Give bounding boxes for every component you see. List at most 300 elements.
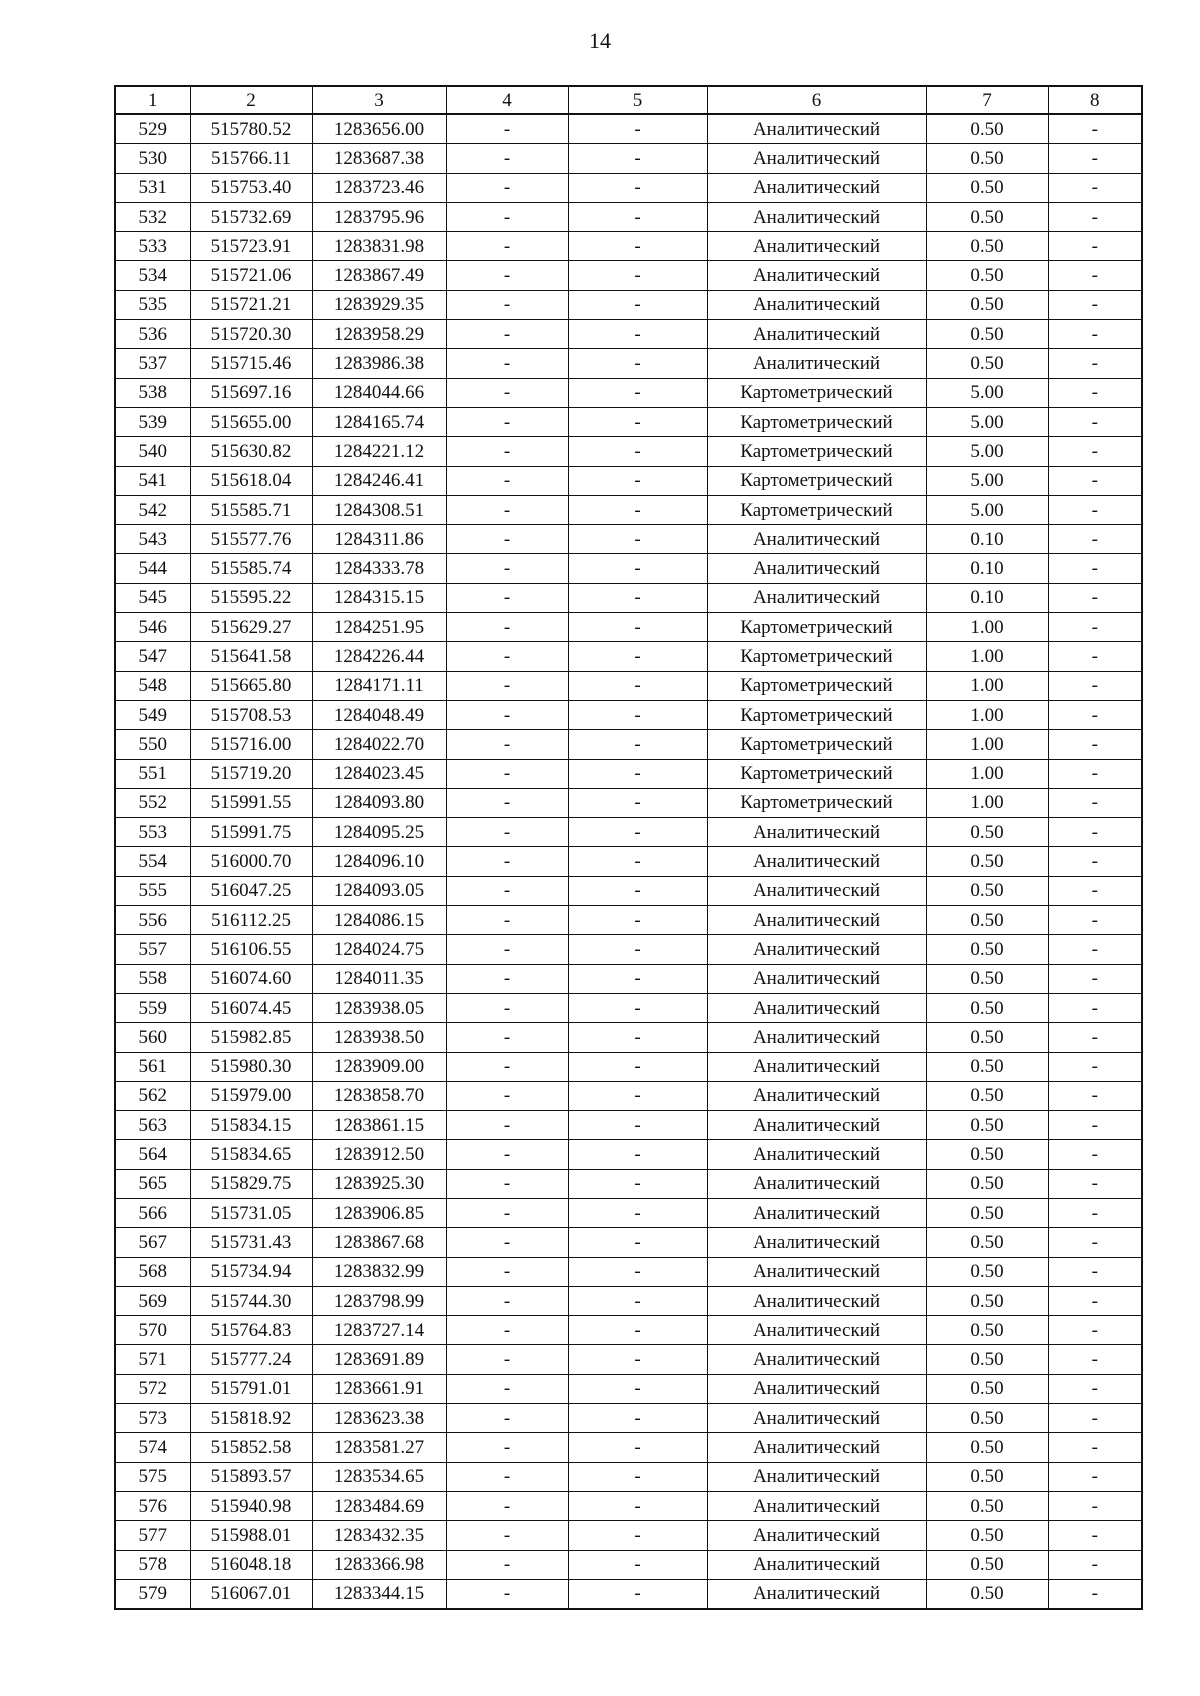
table-row — [115, 1198, 1142, 1227]
col-8-cell: - — [1048, 818, 1142, 847]
table-row — [115, 1550, 1142, 1579]
col-4-cell: - — [446, 1169, 568, 1198]
col-8-cell: - — [1048, 349, 1142, 378]
point-number-cell: 531 — [115, 173, 190, 202]
col-4-cell: - — [446, 1228, 568, 1257]
col-5-cell: - — [568, 1579, 707, 1609]
accuracy-cell: 0.50 — [926, 1052, 1048, 1081]
col-8-cell: - — [1048, 466, 1142, 495]
x-coordinate-cell: 515708.53 — [190, 700, 312, 729]
col-5-cell: - — [568, 1111, 707, 1140]
table-row — [115, 1579, 1142, 1609]
col-5-cell: - — [568, 1023, 707, 1052]
method-cell: Аналитический — [707, 993, 926, 1022]
y-coordinate-cell: 1284315.15 — [312, 583, 446, 612]
y-coordinate-cell: 1284095.25 — [312, 818, 446, 847]
col-5-cell: - — [568, 290, 707, 319]
point-number-cell: 563 — [115, 1111, 190, 1140]
point-number-cell: 536 — [115, 320, 190, 349]
table-row — [115, 671, 1142, 700]
col-8-cell: - — [1048, 759, 1142, 788]
col-4-cell: - — [446, 1491, 568, 1520]
y-coordinate-cell: 1284096.10 — [312, 847, 446, 876]
col-4-cell: - — [446, 788, 568, 817]
y-coordinate-cell: 1283366.98 — [312, 1550, 446, 1579]
point-number-cell: 569 — [115, 1286, 190, 1315]
table-row — [115, 847, 1142, 876]
point-number-cell: 548 — [115, 671, 190, 700]
point-number-cell: 552 — [115, 788, 190, 817]
x-coordinate-cell: 515991.75 — [190, 818, 312, 847]
col-4-cell: - — [446, 1579, 568, 1609]
col-8-cell: - — [1048, 1286, 1142, 1315]
x-coordinate-cell: 515716.00 — [190, 730, 312, 759]
point-number-cell: 553 — [115, 818, 190, 847]
col-5-cell: - — [568, 1052, 707, 1081]
point-number-cell: 571 — [115, 1345, 190, 1374]
col-4-cell: - — [446, 1316, 568, 1345]
col-8-cell: - — [1048, 290, 1142, 319]
y-coordinate-cell: 1284086.15 — [312, 906, 446, 935]
col-4-cell: - — [446, 906, 568, 935]
method-cell: Аналитический — [707, 964, 926, 993]
y-coordinate-cell: 1283344.15 — [312, 1579, 446, 1609]
y-coordinate-cell: 1283938.50 — [312, 1023, 446, 1052]
table-row — [115, 759, 1142, 788]
method-cell: Аналитический — [707, 320, 926, 349]
table-row — [115, 1491, 1142, 1520]
col-8-cell: - — [1048, 1374, 1142, 1403]
coordinates-table — [114, 85, 1143, 1610]
y-coordinate-cell: 1283432.35 — [312, 1521, 446, 1550]
col-5-cell: - — [568, 1081, 707, 1110]
method-cell: Аналитический — [707, 144, 926, 173]
col-4-cell: - — [446, 1550, 568, 1579]
col-8-cell: - — [1048, 906, 1142, 935]
method-cell: Картометрический — [707, 788, 926, 817]
col-4-cell: - — [446, 1521, 568, 1550]
accuracy-cell: 0.50 — [926, 1345, 1048, 1374]
method-cell: Аналитический — [707, 1023, 926, 1052]
col-5-cell: - — [568, 1286, 707, 1315]
x-coordinate-cell: 516106.55 — [190, 935, 312, 964]
x-coordinate-cell: 515697.16 — [190, 378, 312, 407]
point-number-cell: 572 — [115, 1374, 190, 1403]
col-5-cell: - — [568, 1404, 707, 1433]
x-coordinate-cell: 515723.91 — [190, 232, 312, 261]
col-8-cell: - — [1048, 495, 1142, 524]
x-coordinate-cell: 515791.01 — [190, 1374, 312, 1403]
col-8-cell: - — [1048, 1052, 1142, 1081]
col-5-cell: - — [568, 1433, 707, 1462]
x-coordinate-cell: 515577.76 — [190, 525, 312, 554]
col-5-cell: - — [568, 1140, 707, 1169]
y-coordinate-cell: 1284023.45 — [312, 759, 446, 788]
col-5-cell: - — [568, 1169, 707, 1198]
col-5-cell: - — [568, 554, 707, 583]
column-header-4: 4 — [446, 86, 568, 114]
method-cell: Аналитический — [707, 906, 926, 935]
accuracy-cell: 0.50 — [926, 1140, 1048, 1169]
method-cell: Картометрический — [707, 407, 926, 436]
x-coordinate-cell: 516000.70 — [190, 847, 312, 876]
accuracy-cell: 0.10 — [926, 525, 1048, 554]
col-5-cell: - — [568, 1374, 707, 1403]
point-number-cell: 557 — [115, 935, 190, 964]
table-row — [115, 700, 1142, 729]
accuracy-cell: 0.10 — [926, 554, 1048, 583]
col-5-cell: - — [568, 1257, 707, 1286]
accuracy-cell: 0.50 — [926, 261, 1048, 290]
col-5-cell: - — [568, 202, 707, 231]
x-coordinate-cell: 515979.00 — [190, 1081, 312, 1110]
x-coordinate-cell: 515595.22 — [190, 583, 312, 612]
col-4-cell: - — [446, 173, 568, 202]
y-coordinate-cell: 1284251.95 — [312, 613, 446, 642]
accuracy-cell: 0.50 — [926, 876, 1048, 905]
column-header-6: 6 — [707, 86, 926, 114]
table-row — [115, 1257, 1142, 1286]
point-number-cell: 573 — [115, 1404, 190, 1433]
col-5-cell: - — [568, 818, 707, 847]
col-8-cell: - — [1048, 847, 1142, 876]
method-cell: Аналитический — [707, 173, 926, 202]
y-coordinate-cell: 1284308.51 — [312, 495, 446, 524]
method-cell: Аналитический — [707, 290, 926, 319]
method-cell: Аналитический — [707, 1521, 926, 1550]
point-number-cell: 530 — [115, 144, 190, 173]
x-coordinate-cell: 515764.83 — [190, 1316, 312, 1345]
point-number-cell: 577 — [115, 1521, 190, 1550]
accuracy-cell: 0.50 — [926, 1111, 1048, 1140]
col-4-cell: - — [446, 114, 568, 144]
accuracy-cell: 5.00 — [926, 378, 1048, 407]
col-8-cell: - — [1048, 1491, 1142, 1520]
col-8-cell: - — [1048, 788, 1142, 817]
accuracy-cell: 5.00 — [926, 466, 1048, 495]
point-number-cell: 532 — [115, 202, 190, 231]
point-number-cell: 547 — [115, 642, 190, 671]
col-4-cell: - — [446, 290, 568, 319]
y-coordinate-cell: 1283795.96 — [312, 202, 446, 231]
col-4-cell: - — [446, 1286, 568, 1315]
y-coordinate-cell: 1283656.00 — [312, 114, 446, 144]
column-header-8: 8 — [1048, 86, 1142, 114]
col-4-cell: - — [446, 320, 568, 349]
accuracy-cell: 0.50 — [926, 1316, 1048, 1345]
method-cell: Аналитический — [707, 1374, 926, 1403]
col-8-cell: - — [1048, 173, 1142, 202]
method-cell: Аналитический — [707, 1169, 926, 1198]
col-8-cell: - — [1048, 320, 1142, 349]
accuracy-cell: 0.50 — [926, 1198, 1048, 1227]
column-header-5: 5 — [568, 86, 707, 114]
col-5-cell: - — [568, 730, 707, 759]
col-4-cell: - — [446, 1081, 568, 1110]
col-8-cell: - — [1048, 378, 1142, 407]
y-coordinate-cell: 1283867.68 — [312, 1228, 446, 1257]
point-number-cell: 551 — [115, 759, 190, 788]
method-cell: Аналитический — [707, 1491, 926, 1520]
method-cell: Аналитический — [707, 1579, 926, 1609]
x-coordinate-cell: 515753.40 — [190, 173, 312, 202]
y-coordinate-cell: 1284048.49 — [312, 700, 446, 729]
point-number-cell: 570 — [115, 1316, 190, 1345]
method-cell: Аналитический — [707, 1404, 926, 1433]
col-8-cell: - — [1048, 407, 1142, 436]
col-4-cell: - — [446, 437, 568, 466]
x-coordinate-cell: 515655.00 — [190, 407, 312, 436]
method-cell: Аналитический — [707, 232, 926, 261]
point-number-cell: 559 — [115, 993, 190, 1022]
table-row — [115, 1140, 1142, 1169]
point-number-cell: 544 — [115, 554, 190, 583]
x-coordinate-cell: 515893.57 — [190, 1462, 312, 1491]
col-8-cell: - — [1048, 1198, 1142, 1227]
x-coordinate-cell: 515766.11 — [190, 144, 312, 173]
accuracy-cell: 0.50 — [926, 1257, 1048, 1286]
y-coordinate-cell: 1284171.11 — [312, 671, 446, 700]
method-cell: Картометрический — [707, 378, 926, 407]
table-row — [115, 290, 1142, 319]
y-coordinate-cell: 1283925.30 — [312, 1169, 446, 1198]
column-header-2: 2 — [190, 86, 312, 114]
method-cell: Аналитический — [707, 1462, 926, 1491]
method-cell: Аналитический — [707, 1140, 926, 1169]
accuracy-cell: 0.50 — [926, 1491, 1048, 1520]
method-cell: Аналитический — [707, 818, 926, 847]
accuracy-cell: 0.50 — [926, 935, 1048, 964]
point-number-cell: 554 — [115, 847, 190, 876]
table-row — [115, 1023, 1142, 1052]
y-coordinate-cell: 1283534.65 — [312, 1462, 446, 1491]
table-row — [115, 1521, 1142, 1550]
y-coordinate-cell: 1283831.98 — [312, 232, 446, 261]
point-number-cell: 561 — [115, 1052, 190, 1081]
point-number-cell: 556 — [115, 906, 190, 935]
col-8-cell: - — [1048, 437, 1142, 466]
method-cell: Аналитический — [707, 1550, 926, 1579]
x-coordinate-cell: 515988.01 — [190, 1521, 312, 1550]
method-cell: Картометрический — [707, 495, 926, 524]
point-number-cell: 539 — [115, 407, 190, 436]
table-row — [115, 1374, 1142, 1403]
col-4-cell: - — [446, 1257, 568, 1286]
x-coordinate-cell: 516074.60 — [190, 964, 312, 993]
method-cell: Аналитический — [707, 1316, 926, 1345]
col-4-cell: - — [446, 1374, 568, 1403]
col-8-cell: - — [1048, 964, 1142, 993]
col-5-cell: - — [568, 320, 707, 349]
y-coordinate-cell: 1284165.74 — [312, 407, 446, 436]
point-number-cell: 540 — [115, 437, 190, 466]
col-8-cell: - — [1048, 202, 1142, 231]
col-8-cell: - — [1048, 554, 1142, 583]
accuracy-cell: 0.50 — [926, 1462, 1048, 1491]
column-header-7: 7 — [926, 86, 1048, 114]
point-number-cell: 564 — [115, 1140, 190, 1169]
table-row — [115, 232, 1142, 261]
y-coordinate-cell: 1284093.05 — [312, 876, 446, 905]
y-coordinate-cell: 1283906.85 — [312, 1198, 446, 1227]
col-4-cell: - — [446, 818, 568, 847]
y-coordinate-cell: 1283798.99 — [312, 1286, 446, 1315]
method-cell: Аналитический — [707, 1345, 926, 1374]
accuracy-cell: 0.50 — [926, 906, 1048, 935]
col-8-cell: - — [1048, 613, 1142, 642]
y-coordinate-cell: 1284024.75 — [312, 935, 446, 964]
col-5-cell: - — [568, 173, 707, 202]
y-coordinate-cell: 1284246.41 — [312, 466, 446, 495]
accuracy-cell: 0.50 — [926, 993, 1048, 1022]
y-coordinate-cell: 1283909.00 — [312, 1052, 446, 1081]
accuracy-cell: 0.50 — [926, 1521, 1048, 1550]
method-cell: Картометрический — [707, 759, 926, 788]
col-8-cell: - — [1048, 1462, 1142, 1491]
y-coordinate-cell: 1284221.12 — [312, 437, 446, 466]
x-coordinate-cell: 515852.58 — [190, 1433, 312, 1462]
table-row — [115, 1081, 1142, 1110]
col-8-cell: - — [1048, 1228, 1142, 1257]
table-row — [115, 1111, 1142, 1140]
table-row — [115, 642, 1142, 671]
accuracy-cell: 0.50 — [926, 1374, 1048, 1403]
col-5-cell: - — [568, 788, 707, 817]
table-body — [115, 114, 1142, 1609]
y-coordinate-cell: 1283623.38 — [312, 1404, 446, 1433]
col-5-cell: - — [568, 349, 707, 378]
accuracy-cell: 0.50 — [926, 173, 1048, 202]
accuracy-cell: 0.50 — [926, 1433, 1048, 1462]
accuracy-cell: 1.00 — [926, 700, 1048, 729]
x-coordinate-cell: 515715.46 — [190, 349, 312, 378]
col-8-cell: - — [1048, 261, 1142, 290]
method-cell: Картометрический — [707, 466, 926, 495]
col-4-cell: - — [446, 202, 568, 231]
method-cell: Картометрический — [707, 642, 926, 671]
col-5-cell: - — [568, 642, 707, 671]
method-cell: Аналитический — [707, 202, 926, 231]
table-row — [115, 525, 1142, 554]
x-coordinate-cell: 515780.52 — [190, 114, 312, 144]
x-coordinate-cell: 516067.01 — [190, 1579, 312, 1609]
col-5-cell: - — [568, 876, 707, 905]
point-number-cell: 578 — [115, 1550, 190, 1579]
col-5-cell: - — [568, 1491, 707, 1520]
table-row — [115, 1433, 1142, 1462]
x-coordinate-cell: 516048.18 — [190, 1550, 312, 1579]
point-number-cell: 549 — [115, 700, 190, 729]
point-number-cell: 566 — [115, 1198, 190, 1227]
point-number-cell: 576 — [115, 1491, 190, 1520]
col-5-cell: - — [568, 993, 707, 1022]
col-8-cell: - — [1048, 1023, 1142, 1052]
x-coordinate-cell: 515630.82 — [190, 437, 312, 466]
method-cell: Аналитический — [707, 1286, 926, 1315]
method-cell: Аналитический — [707, 349, 926, 378]
table-row — [115, 818, 1142, 847]
table-row — [115, 1228, 1142, 1257]
col-8-cell: - — [1048, 1550, 1142, 1579]
col-8-cell: - — [1048, 1257, 1142, 1286]
y-coordinate-cell: 1283986.38 — [312, 349, 446, 378]
y-coordinate-cell: 1284226.44 — [312, 642, 446, 671]
x-coordinate-cell: 515982.85 — [190, 1023, 312, 1052]
x-coordinate-cell: 515665.80 — [190, 671, 312, 700]
col-4-cell: - — [446, 378, 568, 407]
accuracy-cell: 1.00 — [926, 788, 1048, 817]
accuracy-cell: 1.00 — [926, 613, 1048, 642]
accuracy-cell: 1.00 — [926, 759, 1048, 788]
col-8-cell: - — [1048, 1169, 1142, 1198]
col-5-cell: - — [568, 1316, 707, 1345]
col-4-cell: - — [446, 261, 568, 290]
accuracy-cell: 0.50 — [926, 349, 1048, 378]
x-coordinate-cell: 515834.15 — [190, 1111, 312, 1140]
col-5-cell: - — [568, 144, 707, 173]
y-coordinate-cell: 1283832.99 — [312, 1257, 446, 1286]
col-8-cell: - — [1048, 671, 1142, 700]
table-row — [115, 437, 1142, 466]
table-row — [115, 1052, 1142, 1081]
table-row — [115, 466, 1142, 495]
y-coordinate-cell: 1283958.29 — [312, 320, 446, 349]
column-header-3: 3 — [312, 86, 446, 114]
col-8-cell: - — [1048, 144, 1142, 173]
col-8-cell: - — [1048, 1081, 1142, 1110]
col-4-cell: - — [446, 1198, 568, 1227]
col-8-cell: - — [1048, 993, 1142, 1022]
point-number-cell: 558 — [115, 964, 190, 993]
accuracy-cell: 0.50 — [926, 1169, 1048, 1198]
table-row — [115, 349, 1142, 378]
x-coordinate-cell: 515720.30 — [190, 320, 312, 349]
point-number-cell: 534 — [115, 261, 190, 290]
x-coordinate-cell: 516047.25 — [190, 876, 312, 905]
col-4-cell: - — [446, 876, 568, 905]
y-coordinate-cell: 1283484.69 — [312, 1491, 446, 1520]
table-row — [115, 144, 1142, 173]
point-number-cell: 537 — [115, 349, 190, 378]
accuracy-cell: 0.50 — [926, 1579, 1048, 1609]
col-8-cell: - — [1048, 700, 1142, 729]
method-cell: Аналитический — [707, 1081, 926, 1110]
col-5-cell: - — [568, 759, 707, 788]
point-number-cell: 574 — [115, 1433, 190, 1462]
table-row — [115, 1404, 1142, 1433]
x-coordinate-cell: 515744.30 — [190, 1286, 312, 1315]
table-row — [115, 261, 1142, 290]
x-coordinate-cell: 515991.55 — [190, 788, 312, 817]
col-8-cell: - — [1048, 114, 1142, 144]
col-4-cell: - — [446, 407, 568, 436]
method-cell: Аналитический — [707, 1228, 926, 1257]
col-5-cell: - — [568, 847, 707, 876]
col-8-cell: - — [1048, 1140, 1142, 1169]
col-5-cell: - — [568, 1521, 707, 1550]
x-coordinate-cell: 516112.25 — [190, 906, 312, 935]
x-coordinate-cell: 515585.74 — [190, 554, 312, 583]
point-number-cell: 565 — [115, 1169, 190, 1198]
col-8-cell: - — [1048, 1345, 1142, 1374]
y-coordinate-cell: 1283858.70 — [312, 1081, 446, 1110]
point-number-cell: 560 — [115, 1023, 190, 1052]
col-5-cell: - — [568, 583, 707, 612]
method-cell: Аналитический — [707, 847, 926, 876]
column-header-1: 1 — [115, 86, 190, 114]
table-row — [115, 554, 1142, 583]
header-row — [115, 86, 1142, 114]
